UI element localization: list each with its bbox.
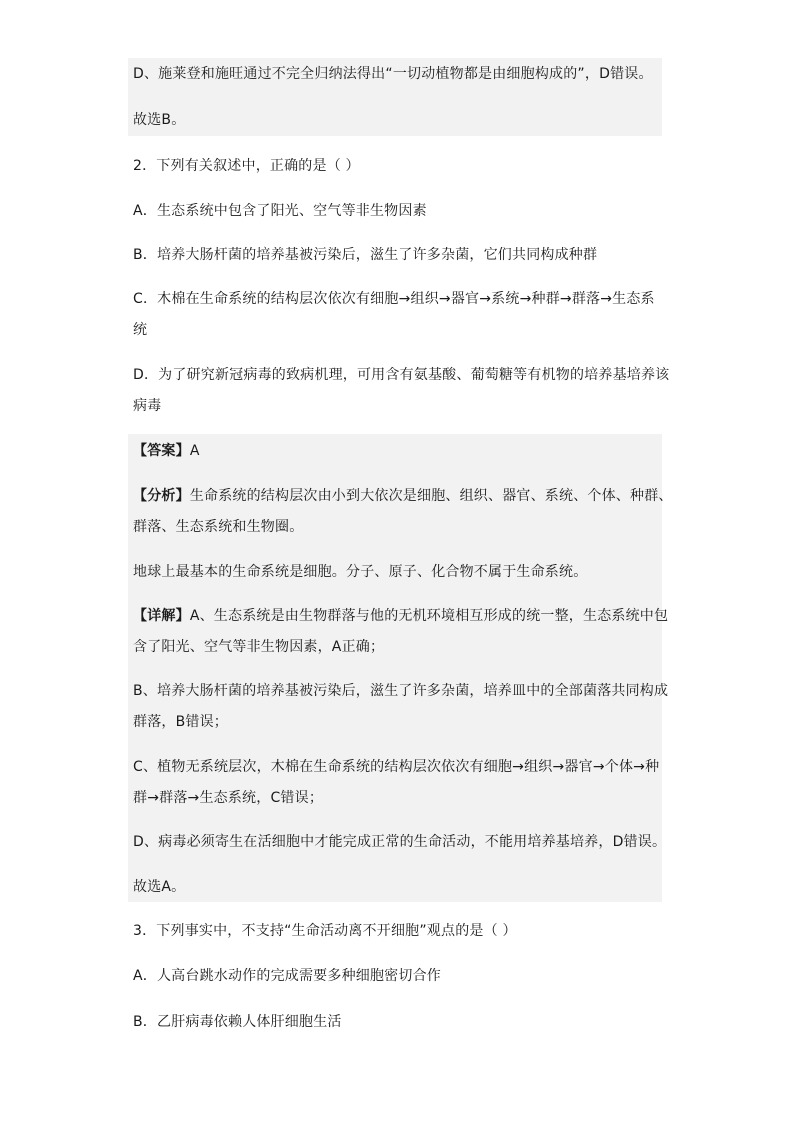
question2-option-a: A．生态系统中包含了阳光、空气等非生物因素 [133, 203, 427, 219]
question2-detail-a-line1 [133, 606, 668, 626]
answer-value: A [189, 443, 200, 459]
question2-detail-c-line2: 群→群落→生态系统，C错误； [133, 790, 324, 806]
question2-analysis-line2: 群落、生态系统和生物圈。 [133, 519, 304, 535]
question2-stem: 2．下列有关叙述中，正确的是（ ） [133, 158, 360, 174]
question2-detail-a-line2: 含了阳光、空气等非生物因素，A正确； [133, 639, 385, 655]
prev-explanation-line-d: D、施莱登和施旺通过不完全归纳法得出“一切动植物都是由细胞构成的”，D错误。 [133, 66, 653, 82]
question2-conclusion: 故选A。 [133, 879, 186, 895]
question2-detail-c-line1: C、植物无系统层次，木棉在生命系统的结构层次依次有细胞→组织→器官→个体→种 [133, 759, 660, 775]
question2-option-c-line2: 统 [133, 322, 148, 338]
question3-option-a: A．人高台跳水动作的完成需要多种细胞密切合作 [133, 968, 441, 984]
analysis-text: 生命系统的结构层次由小到大依次是细胞、组织、器官、系统、个体、种群、 [189, 488, 673, 504]
analysis-label: 【分析】 [133, 488, 190, 504]
question2-analysis-line3: 地球上最基本的生命系统是细胞。分子、原子、化合物不属于生命系统。 [133, 564, 588, 580]
question2-option-c-line1: C．木棉在生命系统的结构层次依次有细胞→组织→器官→系统→种群→群落→生态系 [133, 291, 655, 307]
answer-label: 【答案】 [133, 443, 190, 459]
question2-option-b: B．培养大肠杆菌的培养基被污染后，滋生了许多杂菌，它们共同构成种群 [133, 247, 598, 263]
question2-detail-b-line2: 群落，B错误； [133, 714, 229, 730]
question3-option-b: B．乙肝病毒依赖人体肝细胞生活 [133, 1014, 342, 1030]
question3-stem: 3．下列事实中，不支持“生命活动离不开细胞”观点的是（ ） [133, 923, 517, 939]
detail-a-text: A、生态系统是由生物群落与他的无机环境相互形成的统一整，生态系统中包 [189, 608, 669, 624]
question2-detail-b-line1: B、培养大肠杆菌的培养基被污染后，滋生了许多杂菌，培养皿中的全部菌落共同构成 [133, 683, 669, 699]
question2-option-d-line2: 病毒 [133, 398, 162, 414]
question2-answer [133, 441, 200, 461]
question2-detail-d: D、病毒必须寄生在活细胞中才能完成正常的生命活动，不能用培养基培养，D错误。 [133, 834, 667, 850]
detail-label: 【详解】 [133, 608, 190, 624]
prev-explanation-conclusion: 故选B。 [133, 112, 186, 128]
question2-analysis-line1 [133, 486, 673, 506]
question2-option-d-line1: D．为了研究新冠病毒的致病机理，可用含有氨基酸、葡萄糖等有机物的培养基培养该 [133, 367, 670, 383]
